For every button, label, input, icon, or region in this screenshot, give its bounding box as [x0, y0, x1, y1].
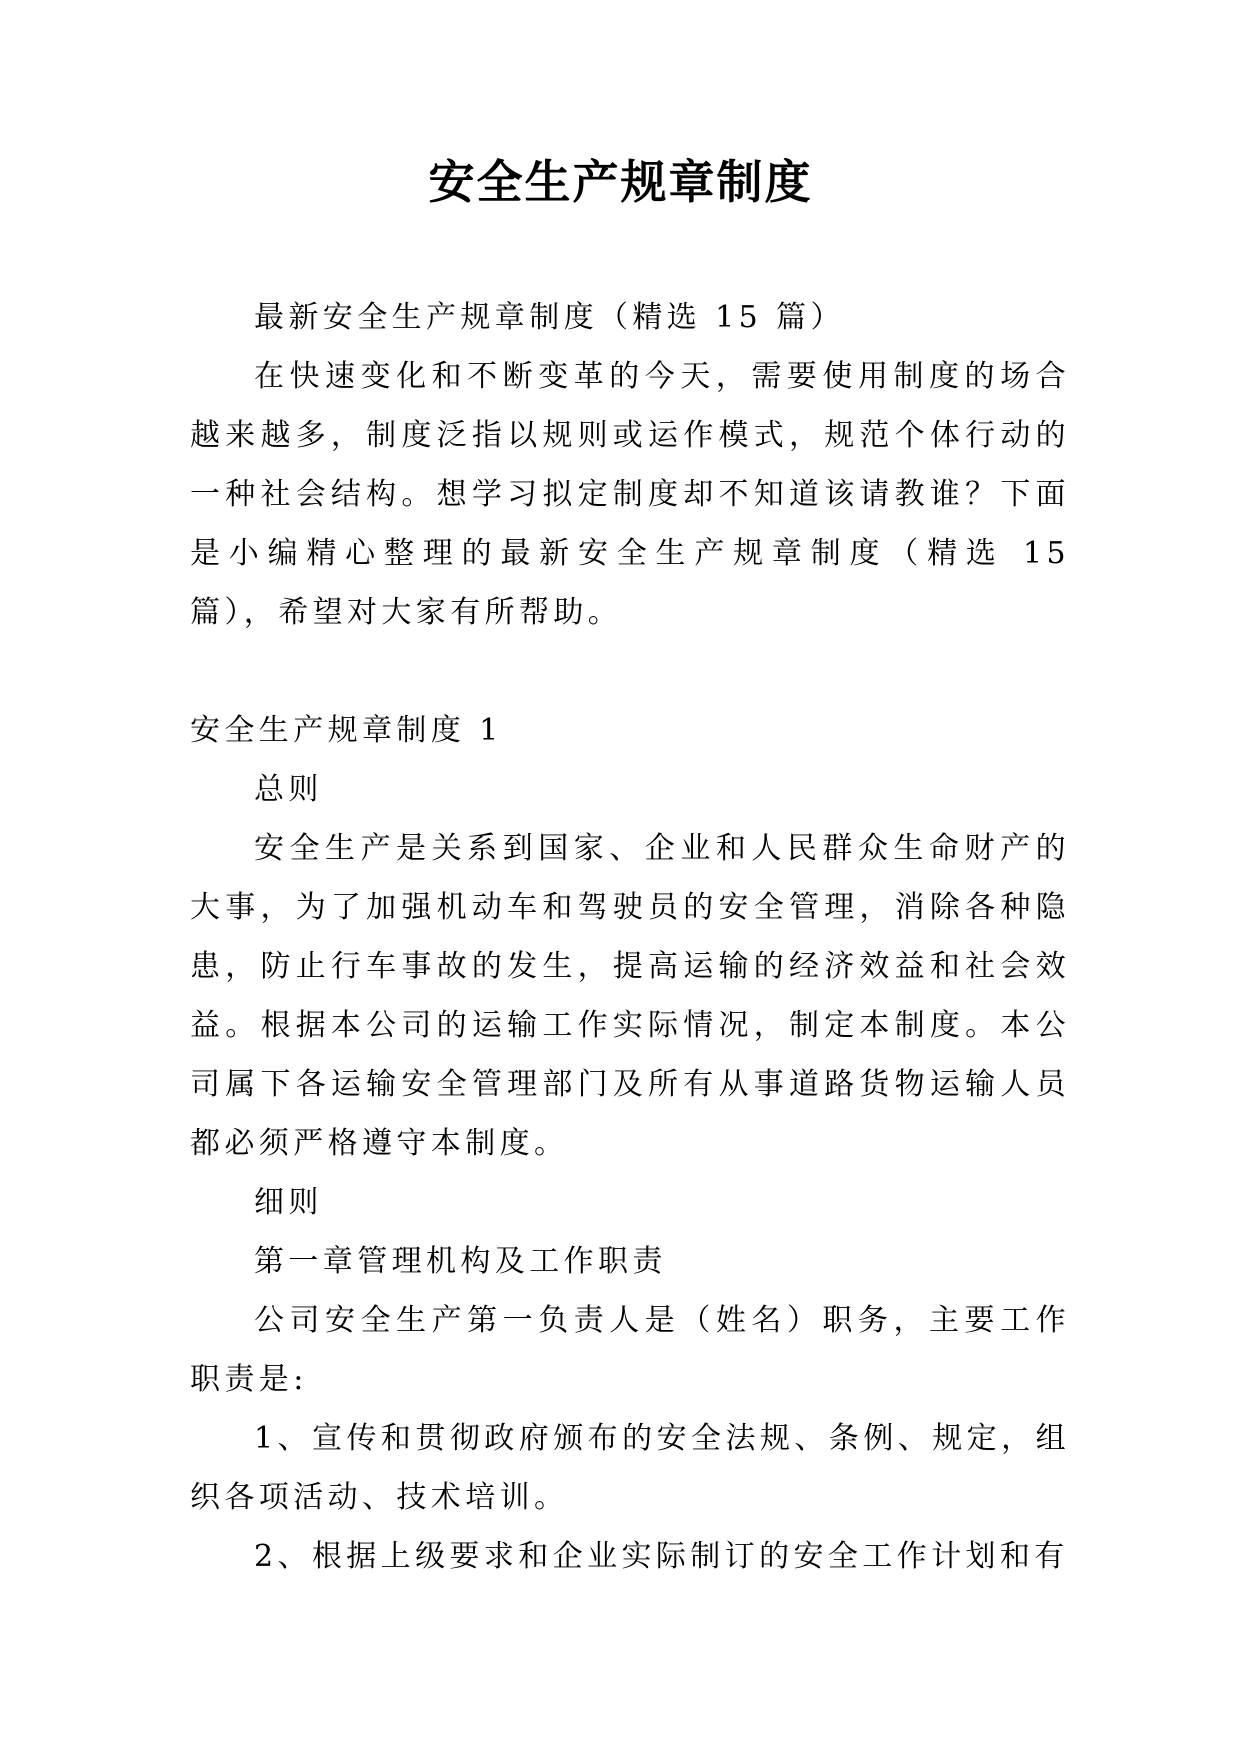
- chapter-heading: 第一章管理机构及工作职责: [254, 1244, 667, 1279]
- list-item-1: 1、宣传和贯彻政府颁布的安全法规、条例、规定，组织各项活动、技术培训。: [190, 1421, 1070, 1515]
- subtitle-line: 最新安全生产规章制度（精选 15 篇）: [254, 300, 845, 335]
- document-body: [190, 288, 1070, 1586]
- chapter-paragraph: 公司安全生产第一负责人是（姓名）职务，主要工作职责是:: [190, 1303, 1070, 1397]
- document-title: 安全生产规章制度: [428, 155, 813, 209]
- details-heading: 细则: [254, 1185, 323, 1220]
- general-heading: 总则: [254, 772, 323, 807]
- section-heading: 安全生产规章制度 1: [190, 713, 503, 748]
- general-paragraph: 安全生产是关系到国家、企业和人民群众生命财产的大事，为了加强机动车和驾驶员的安全管理，消除各种隐患，防止行车事故的发生，提高运输的经济效益和社会效益。根据本公司的运输工作实际情况，制定本制度。本公司属下各运输安全管理部门及所有从事道路货物运输人员都必须严格遵守本制度。: [190, 831, 1070, 1161]
- section-gap: [190, 642, 1070, 701]
- list-item-2: 2、根据上级要求和企业实际制订的安全工作计划和有: [254, 1539, 1069, 1574]
- intro-paragraph: 在快速变化和不断变革的今天，需要使用制度的场合越来越多，制度泛指以规则或运作模式，规范个体行动的一种社会结构。想学习拟定制度却不知道该请教谁？下面是小编精心整理的最新安全生产规章制度（精选 15 篇），希望对大家有所帮助。: [190, 359, 1070, 630]
